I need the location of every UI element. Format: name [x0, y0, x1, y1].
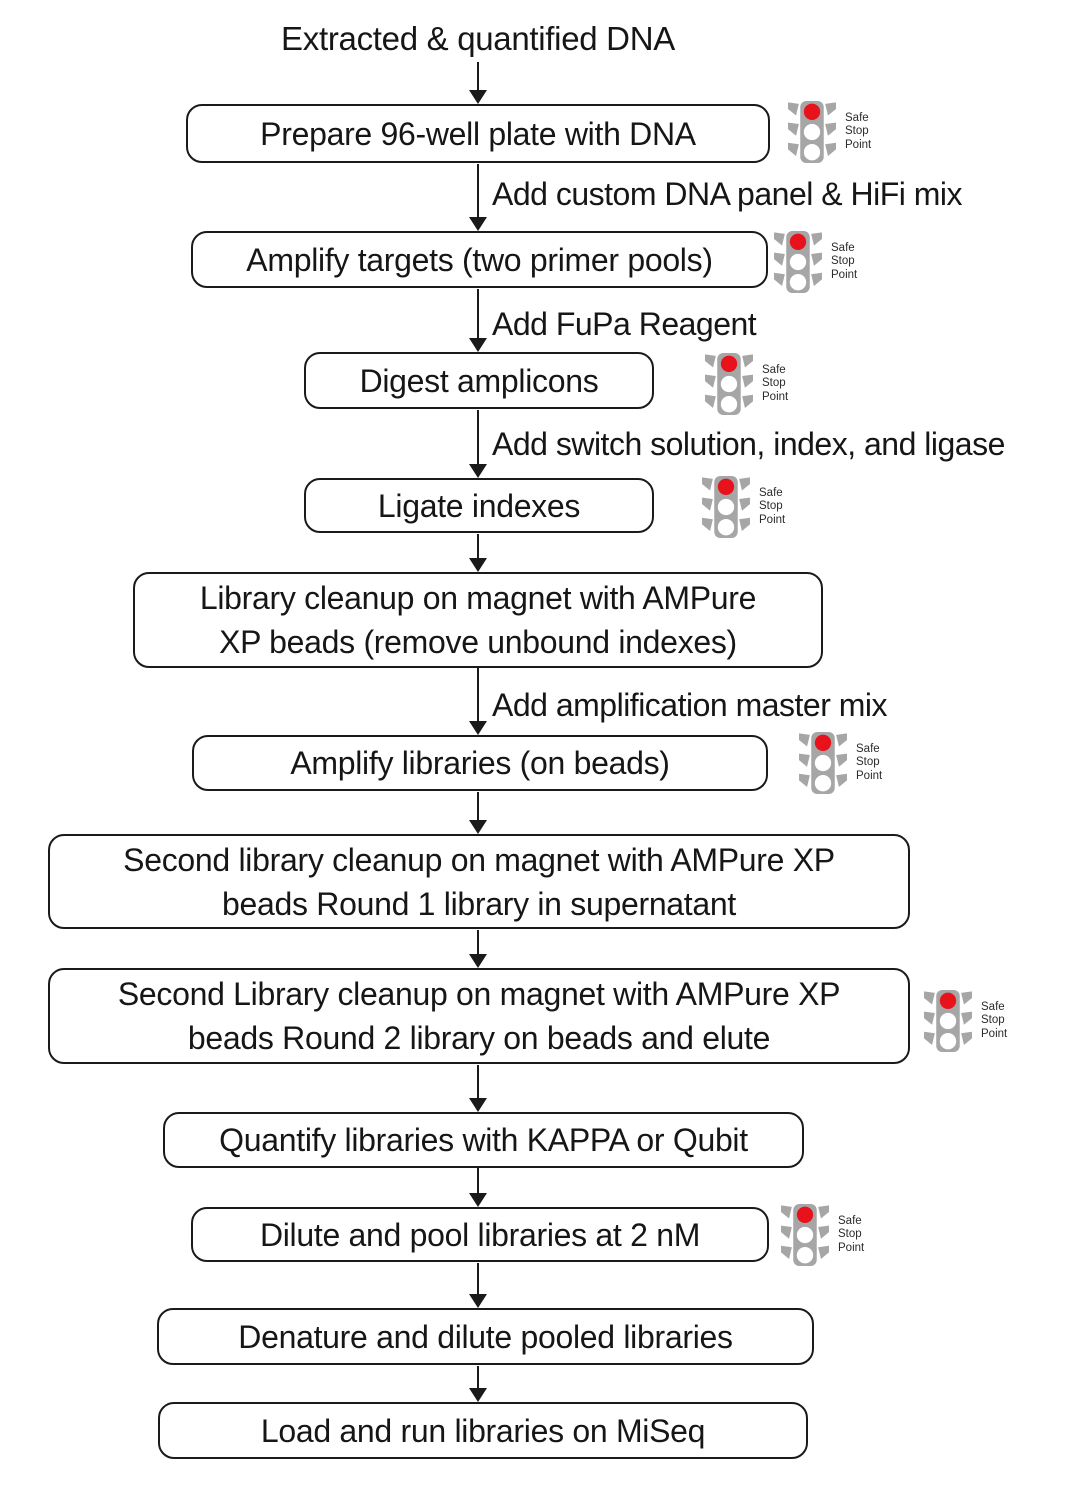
arrow-label-custom-panel: Add custom DNA panel & HiFi mix — [492, 176, 962, 212]
traffic-light-icon — [779, 1204, 831, 1266]
step-denature-dilute-box — [157, 1308, 814, 1365]
step-ligate-indexes-box — [304, 478, 654, 533]
arrow-label-master-mix: Add amplification master mix — [492, 687, 888, 723]
traffic-light-icon — [786, 101, 838, 163]
flow-arrow — [469, 1366, 487, 1402]
step-amplify-targets-box — [191, 231, 768, 288]
safe-stop-point-indicator — [772, 231, 857, 293]
flow-arrow — [469, 1263, 487, 1308]
step-second-cleanup-round1-box — [48, 834, 910, 929]
diagram-title: Extracted & quantified DNA — [281, 20, 675, 57]
flow-arrow — [469, 534, 487, 572]
step-second-cleanup-round2-box — [48, 968, 910, 1064]
flow-arrow — [469, 930, 487, 968]
safe-stop-point-label: Safe Stop Point — [762, 363, 789, 403]
flow-arrow — [469, 1168, 487, 1207]
step-prepare-plate-box — [186, 104, 770, 163]
step-dilute-pool-box — [191, 1207, 769, 1262]
step-label: Ligate indexes — [377, 487, 581, 524]
arrow-label-switch-solution: Add switch solution, index, and ligase — [492, 426, 1005, 462]
traffic-light-icon — [797, 732, 849, 794]
step-label-line2: XP beads (remove unbound indexes) — [219, 624, 737, 660]
step-library-cleanup-box — [133, 572, 823, 668]
step-label: Quantify libraries with KAPPA or Qubit — [219, 1122, 748, 1158]
step-label-line1: Library cleanup on magnet with AMPure — [199, 580, 757, 616]
traffic-light-icon — [703, 353, 755, 415]
step-label-line1: Second library cleanup on magnet with AMPure XP — [123, 841, 835, 878]
safe-stop-point-label: Safe Stop Point — [845, 111, 872, 151]
flow-arrow — [469, 62, 487, 104]
step-quantify-libraries-box — [163, 1112, 804, 1168]
step-digest-amplicons-box — [304, 352, 654, 409]
step-label: Amplify targets (two primer pools) — [246, 241, 713, 278]
step-label: Digest amplicons — [359, 362, 599, 399]
step-label: Denature and dilute pooled libraries — [238, 1318, 733, 1355]
step-label-line2: beads Round 1 library in supernatant — [222, 885, 736, 922]
step-label: Load and run libraries on MiSeq — [260, 1412, 706, 1449]
flow-arrow — [469, 164, 487, 231]
safe-stop-point-label: Safe Stop Point — [831, 241, 858, 281]
traffic-light-icon — [772, 231, 824, 293]
flow-arrow — [469, 289, 487, 352]
arrow-label-fupa: Add FuPa Reagent — [492, 306, 757, 342]
safe-stop-point-indicator — [779, 1204, 864, 1266]
flow-arrow — [469, 410, 487, 478]
safe-stop-point-indicator — [786, 101, 871, 163]
step-label-line1: Second Library cleanup on magnet with AMPure XP — [117, 976, 841, 1012]
flow-arrow — [469, 1065, 487, 1112]
traffic-light-icon — [922, 990, 974, 1052]
safe-stop-point-indicator — [703, 353, 788, 415]
safe-stop-point-label: Safe Stop Point — [838, 1214, 865, 1254]
safe-stop-point-label: Safe Stop Point — [759, 486, 786, 526]
step-label: Amplify libraries (on beads) — [290, 745, 670, 781]
traffic-light-icon — [700, 476, 752, 538]
step-amplify-libraries-box — [192, 735, 768, 791]
flow-arrow — [469, 668, 487, 735]
step-label: Dilute and pool libraries at 2 nM — [259, 1216, 701, 1253]
safe-stop-point-label: Safe Stop Point — [856, 742, 883, 782]
safe-stop-point-indicator — [922, 990, 1007, 1052]
flow-arrow — [469, 792, 487, 834]
safe-stop-point-label: Safe Stop Point — [981, 1000, 1008, 1040]
step-label: Prepare 96-well plate with DNA — [260, 115, 696, 152]
step-label-line2: beads Round 2 library on beads and elute — [187, 1020, 771, 1056]
safe-stop-point-indicator — [700, 476, 785, 538]
safe-stop-point-indicator — [797, 732, 882, 794]
step-load-run-box — [158, 1402, 808, 1459]
